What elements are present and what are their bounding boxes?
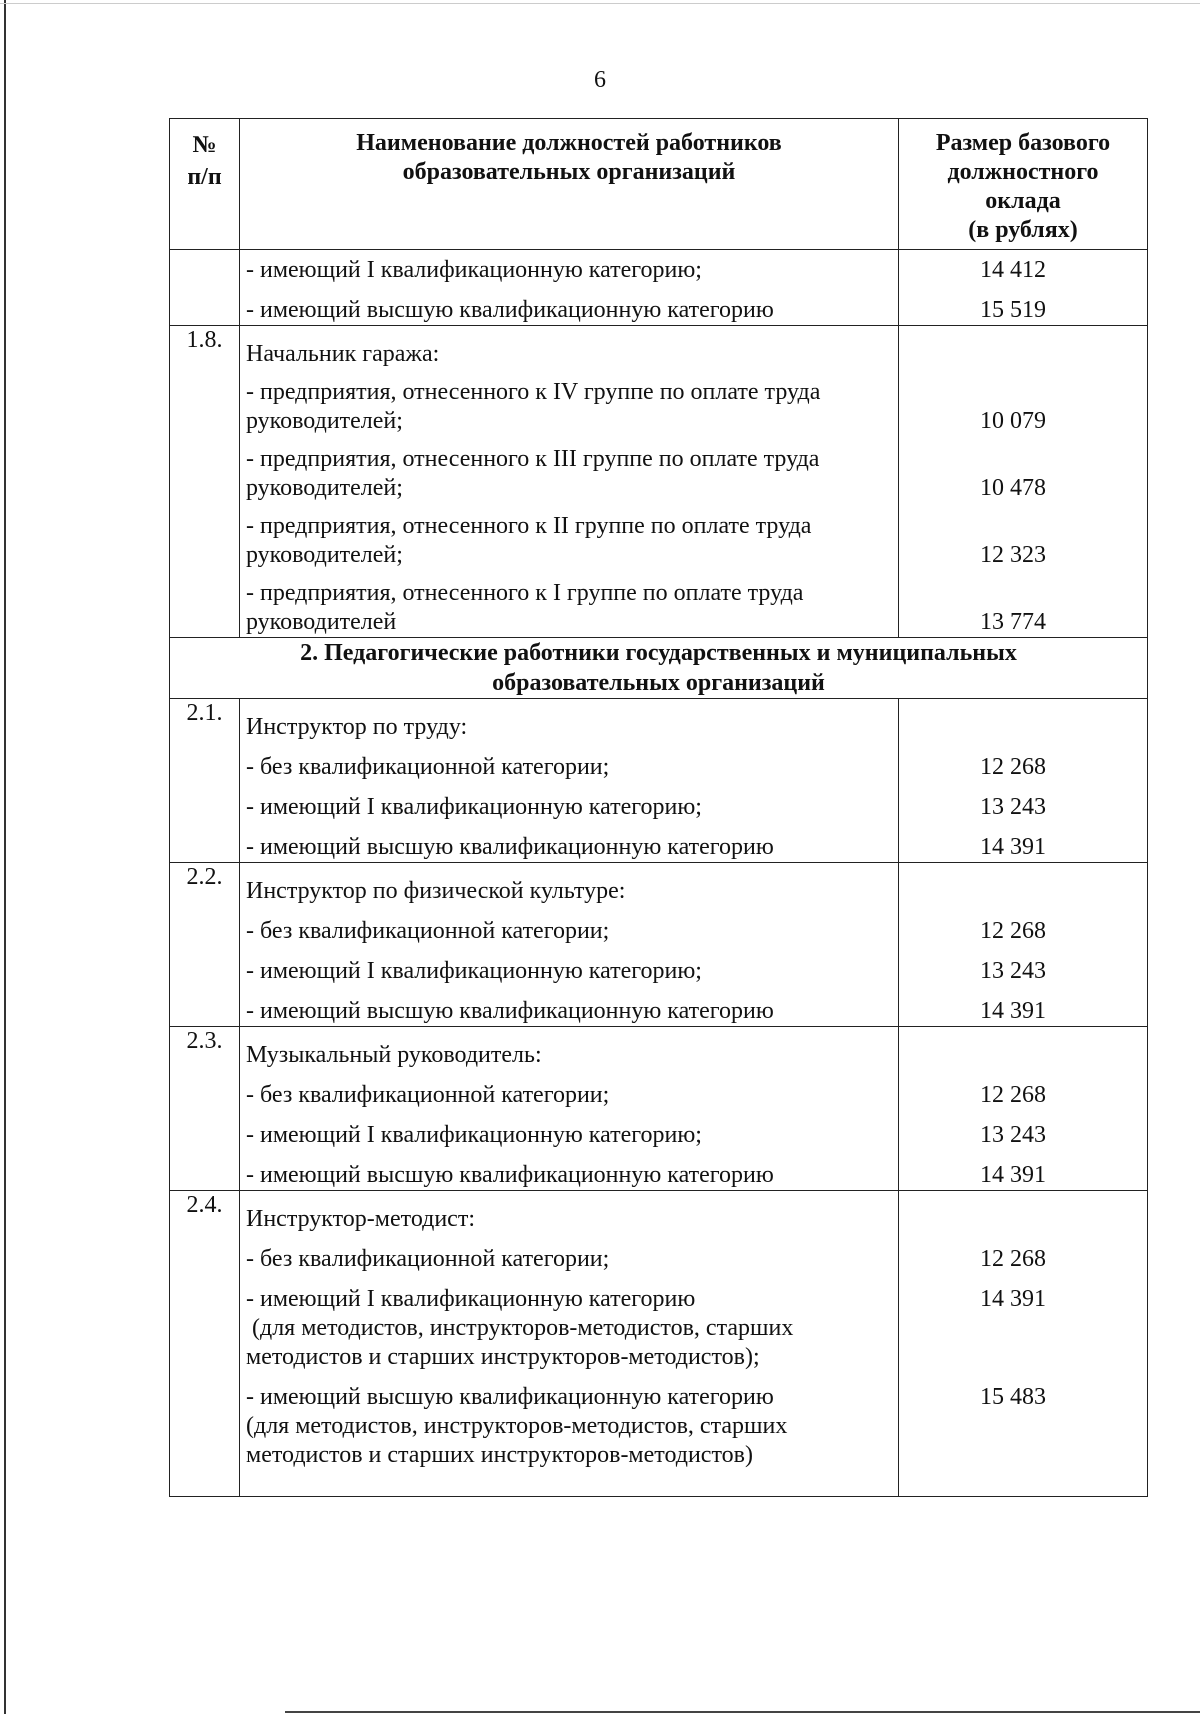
header-amount-line: оклада xyxy=(985,188,1061,214)
list-item xyxy=(240,579,898,637)
salary-amount: 13 774 xyxy=(980,609,1046,635)
item-text-line: - имеющий I квалификационную категорию; xyxy=(246,1122,702,1148)
row-number: 2.1. xyxy=(170,699,240,863)
position-cell xyxy=(240,1191,899,1497)
item-text-line: - предприятия, отнесенного к III группе по оплате труда xyxy=(246,446,820,472)
salary-amount: 14 391 xyxy=(980,1162,1046,1188)
table-row xyxy=(170,699,1148,863)
salary-amount: 15 483 xyxy=(980,1384,1046,1410)
table-row xyxy=(170,250,1148,326)
item-text-line: руководителей xyxy=(246,609,397,635)
salary-amount: 13 243 xyxy=(980,1122,1046,1148)
salary-cell xyxy=(899,326,1148,638)
salary-amount: 14 391 xyxy=(980,834,1046,860)
position-title: Инструктор по физической культуре: xyxy=(246,878,626,904)
list-item xyxy=(240,256,898,285)
position-title: Инструктор-методист: xyxy=(246,1206,475,1232)
item-text-line: - имеющий высшую квалификационную категорию xyxy=(246,297,774,323)
item-text-line: - без квалификационной категории; xyxy=(246,918,610,944)
page-number: 6 xyxy=(594,67,606,93)
list-item xyxy=(240,1285,898,1372)
item-text-line: - без квалификационной категории; xyxy=(246,1246,610,1272)
section-title-line: образовательных организаций xyxy=(492,670,825,696)
table-row xyxy=(170,1027,1148,1191)
position-title: Музыкальный руководитель: xyxy=(246,1042,542,1068)
salary-cell xyxy=(899,863,1148,1027)
section-title-line: 2. Педагогические работники государственных и муниципальных xyxy=(300,640,1017,666)
salary-amount: 10 478 xyxy=(980,475,1046,501)
scan-edge-top xyxy=(0,3,1200,4)
item-text-line: - имеющий высшую квалификационную категорию xyxy=(246,1162,774,1188)
list-item xyxy=(240,1383,898,1470)
item-text-line: - без квалификационной категории; xyxy=(246,1082,610,1108)
table-row xyxy=(170,863,1148,1027)
salary-amount: 12 268 xyxy=(980,754,1046,780)
position-cell xyxy=(240,1027,899,1191)
salary-amount: 12 268 xyxy=(980,1082,1046,1108)
list-item xyxy=(240,793,898,822)
position-cell xyxy=(240,326,899,638)
amount-spacer xyxy=(899,1205,1147,1245)
section-title xyxy=(170,638,1148,699)
list-item xyxy=(240,957,898,986)
item-text-line: (для методистов, инструкторов-методистов, старших xyxy=(246,1315,794,1341)
salary-cell xyxy=(899,250,1148,326)
list-item xyxy=(240,296,898,325)
item-text-line: - предприятия, отнесенного к II группе по оплате труда xyxy=(246,513,812,539)
row-number: 2.3. xyxy=(170,1027,240,1191)
salary-amount: 14 391 xyxy=(980,1286,1046,1312)
header-position-name xyxy=(240,119,899,250)
salary-cell xyxy=(899,1191,1148,1497)
row-number xyxy=(170,250,240,326)
list-item xyxy=(240,445,898,503)
list-item xyxy=(240,1081,898,1110)
list-item xyxy=(240,1161,898,1190)
header-base-salary xyxy=(899,119,1148,250)
item-text-line: - предприятия, отнесенного к IV группе по оплате труда xyxy=(246,379,821,405)
item-text-line: - имеющий высшую квалификационную категорию xyxy=(246,1384,774,1410)
position-cell xyxy=(240,250,899,326)
table-row xyxy=(170,1191,1148,1497)
item-text-line: - без квалификационной категории; xyxy=(246,754,610,780)
header-name-line: Наименование должностей работников xyxy=(356,130,782,156)
header-name-line: образовательных организаций xyxy=(402,159,736,185)
salary-amount: 14 412 xyxy=(980,257,1046,283)
list-item xyxy=(240,512,898,570)
salary-amount: 13 243 xyxy=(980,794,1046,820)
header-amount-line: Размер базового xyxy=(935,130,1111,156)
scan-edge-left xyxy=(4,0,6,1714)
item-text-line: (для методистов, инструкторов-методистов, старших xyxy=(246,1413,788,1439)
salary-amount: 14 391 xyxy=(980,998,1046,1024)
salary-amount: 12 268 xyxy=(980,1246,1046,1272)
row-number: 2.2. xyxy=(170,863,240,1027)
salary-cell xyxy=(899,1027,1148,1191)
header-amount-line: должностного xyxy=(947,159,1099,185)
amount-spacer xyxy=(899,1041,1147,1081)
item-text-line: руководителей; xyxy=(246,408,403,434)
salary-amount: 10 079 xyxy=(980,408,1046,434)
position-title: Инструктор по труду: xyxy=(246,714,468,740)
item-text-line: - имеющий I квалификационную категорию; xyxy=(246,958,702,984)
item-text-line: руководителей; xyxy=(246,542,403,568)
position-title: Начальник гаража: xyxy=(246,341,440,367)
list-item xyxy=(240,833,898,862)
amount-spacer xyxy=(899,877,1147,917)
salary-table xyxy=(169,118,1148,1497)
table-row xyxy=(170,326,1148,638)
item-text-line: - имеющий I квалификационную категорию; xyxy=(246,257,702,283)
item-text-line: - предприятия, отнесенного к I группе по оплате труда xyxy=(246,580,804,606)
section-header-row xyxy=(170,638,1148,699)
header-number-line: п/п xyxy=(187,164,222,190)
list-item xyxy=(240,997,898,1026)
row-number: 2.4. xyxy=(170,1191,240,1497)
item-text-line: - имеющий I квалификационную категорию xyxy=(246,1286,696,1312)
item-text-line: методистов и старших инструкторов-методистов); xyxy=(246,1344,760,1370)
salary-amount: 12 323 xyxy=(980,542,1046,568)
item-text-line: - имеющий высшую квалификационную категорию xyxy=(246,998,774,1024)
salary-amount: 15 519 xyxy=(980,297,1046,323)
position-cell xyxy=(240,863,899,1027)
salary-cell xyxy=(899,699,1148,863)
list-item xyxy=(240,917,898,946)
header-amount-line: (в рублях) xyxy=(968,217,1078,243)
list-item xyxy=(240,1121,898,1150)
list-item xyxy=(240,378,898,436)
amount-spacer xyxy=(899,713,1147,753)
item-text-line: руководителей; xyxy=(246,475,403,501)
scan-edge-bottom xyxy=(285,1711,1200,1713)
amount-spacer xyxy=(899,340,1147,378)
salary-amount: 12 268 xyxy=(980,918,1046,944)
header-number-line: № xyxy=(192,132,217,158)
position-cell xyxy=(240,699,899,863)
salary-amount: 13 243 xyxy=(980,958,1046,984)
item-text-line: методистов и старших инструкторов-методистов) xyxy=(246,1442,753,1468)
table-header-row xyxy=(170,119,1148,250)
row-number: 1.8. xyxy=(170,326,240,638)
item-text-line: - имеющий высшую квалификационную категорию xyxy=(246,834,774,860)
list-item xyxy=(240,1245,898,1274)
list-item xyxy=(240,753,898,782)
header-number xyxy=(170,119,240,250)
item-text-line: - имеющий I квалификационную категорию; xyxy=(246,794,702,820)
